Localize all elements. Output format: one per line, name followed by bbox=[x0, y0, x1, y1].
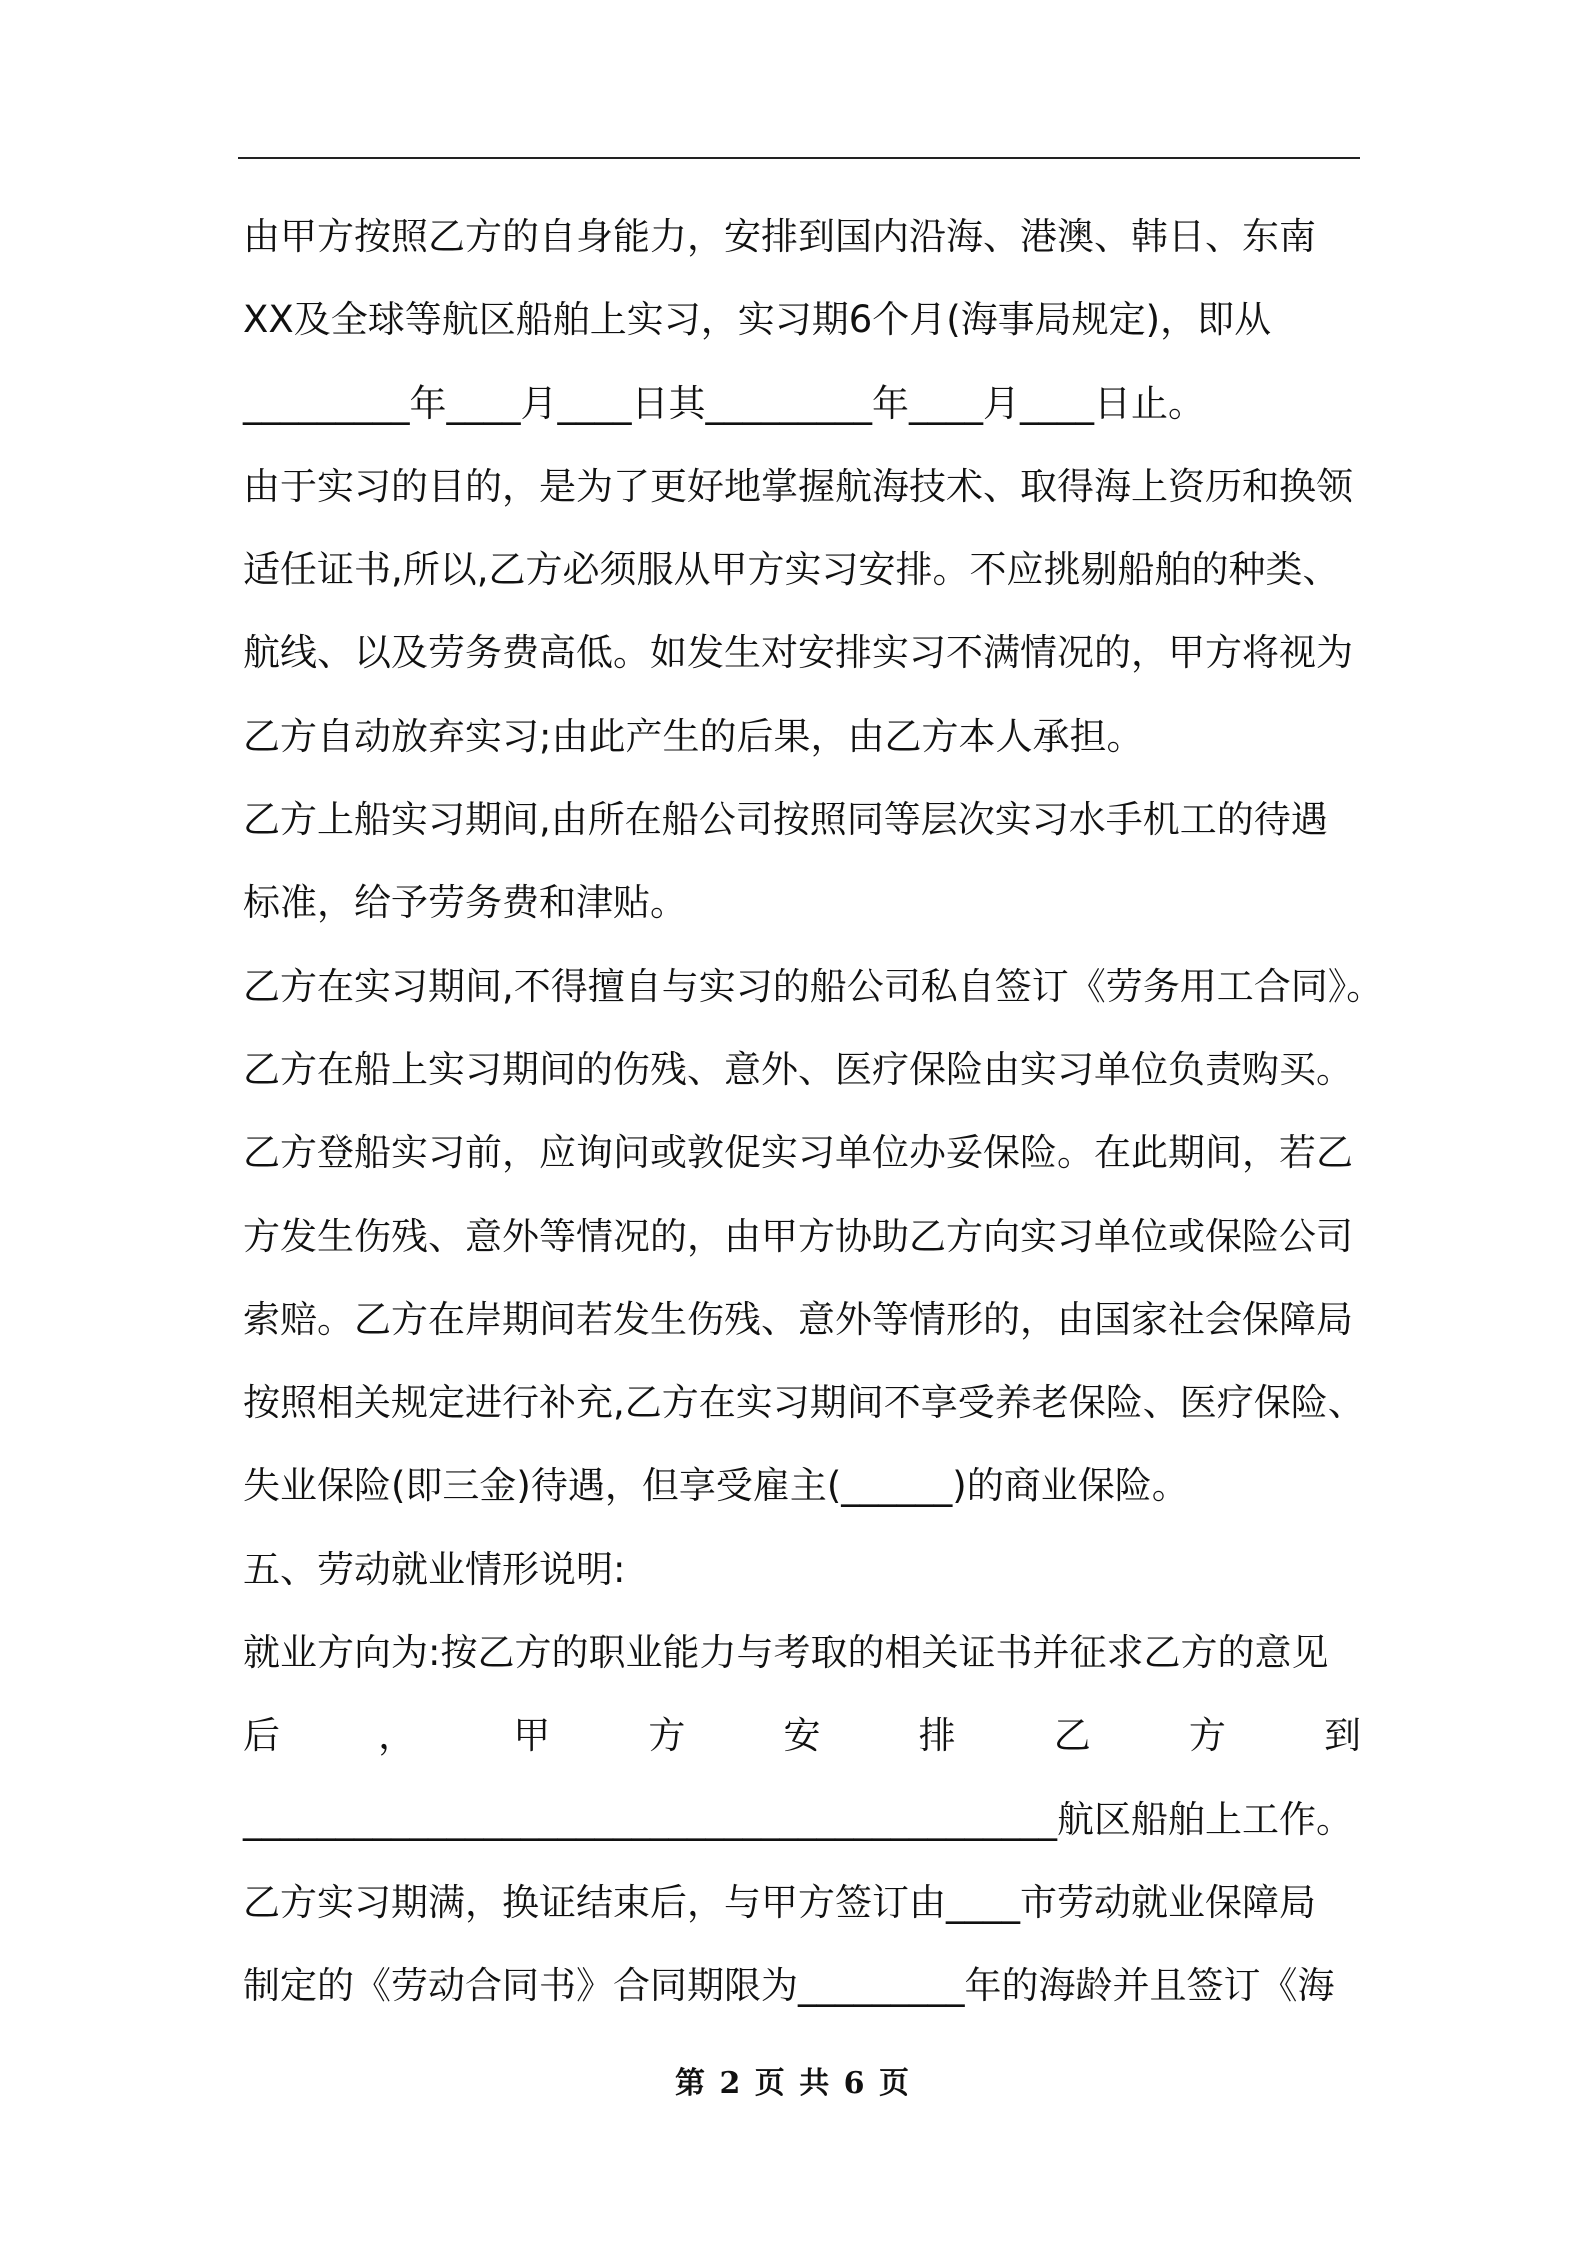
text-line: _________年____月____日其_________年____月____日止。 bbox=[243, 381, 1205, 425]
header-rule bbox=[238, 157, 1360, 159]
spaced-char: ， bbox=[378, 1714, 416, 1758]
text-line: 乙方上船实习期间,由所在船公司按照同等层次实习水手机工的待遇 bbox=[243, 798, 1328, 842]
spaced-char: 排 bbox=[918, 1714, 956, 1758]
text-line: 乙方登船实习前，应询问或敦促实习单位办妥保险。在此期间，若乙 bbox=[243, 1131, 1353, 1175]
spaced-char: 乙 bbox=[1053, 1714, 1091, 1758]
spaced-char: 后 bbox=[243, 1714, 280, 1758]
spaced-char: 方 bbox=[648, 1714, 686, 1758]
text-line: 按照相关规定进行补充,乙方在实习期间不享受养老保险、医疗保险、 bbox=[243, 1381, 1365, 1425]
text-line: 失业保险(即三金)待遇，但享受雇主(______)的商业保险。 bbox=[243, 1464, 1189, 1508]
text-line: 由甲方按照乙方的自身能力，安排到国内沿海、港澳、韩日、东南 bbox=[243, 215, 1316, 258]
text-line: 航线、以及劳务费高低。如发生对安排实习不满情况的，甲方将视为 bbox=[243, 631, 1353, 675]
section-heading: 五、劳动就业情形说明: bbox=[243, 1547, 626, 1591]
text-line: 适任证书,所以,乙方必须服从甲方实习安排。不应挑剔船舶的种类、 bbox=[243, 548, 1340, 592]
spaced-char: 到 bbox=[1324, 1714, 1361, 1758]
text-line: 乙方在船上实习期间的伤残、意外、医疗保险由实习单位负责购买。 bbox=[243, 1047, 1353, 1091]
text-line: 由于实习的目的，是为了更好地掌握航海技术、取得海上资历和换领 bbox=[243, 464, 1353, 508]
spaced-char: 甲 bbox=[513, 1714, 551, 1758]
spaced-char: 方 bbox=[1188, 1714, 1226, 1758]
text-line: 方发生伤残、意外等情况的，由甲方协助乙方向实习单位或保险公司 bbox=[243, 1214, 1353, 1258]
text-line: ____________________________________________航区船舶上工作。 bbox=[243, 1797, 1353, 1841]
text-line: 乙方在实习期间,不得擅自与实习的船公司私自签订《劳务用工合同》。 bbox=[243, 964, 1384, 1008]
text-line: 索赔。乙方在岸期间若发生伤残、意外等情形的，由国家社会保障局 bbox=[243, 1297, 1353, 1341]
text-line: XX及全球等航区船舶上实习，实习期6个月(海事局规定)，即从 bbox=[243, 298, 1272, 342]
spaced-text-line bbox=[243, 1694, 1361, 1777]
text-line: 乙方自动放弃实习;由此产生的后果，由乙方本人承担。 bbox=[243, 714, 1144, 758]
spaced-char: 安 bbox=[783, 1714, 821, 1758]
document-body bbox=[243, 195, 1384, 2028]
text-line: 制定的《劳动合同书》合同期限为_________年的海龄并且签订《海 bbox=[243, 1964, 1335, 2008]
text-line: 标准，给予劳务费和津贴。 bbox=[243, 881, 687, 925]
text-line: 就业方向为:按乙方的职业能力与考取的相关证书并征求乙方的意见 bbox=[243, 1631, 1329, 1675]
page-number: 第 2 页 共 6 页 bbox=[675, 2066, 911, 2101]
text-line: 乙方实习期满，换证结束后，与甲方签订由____市劳动就业保障局 bbox=[243, 1880, 1316, 1924]
